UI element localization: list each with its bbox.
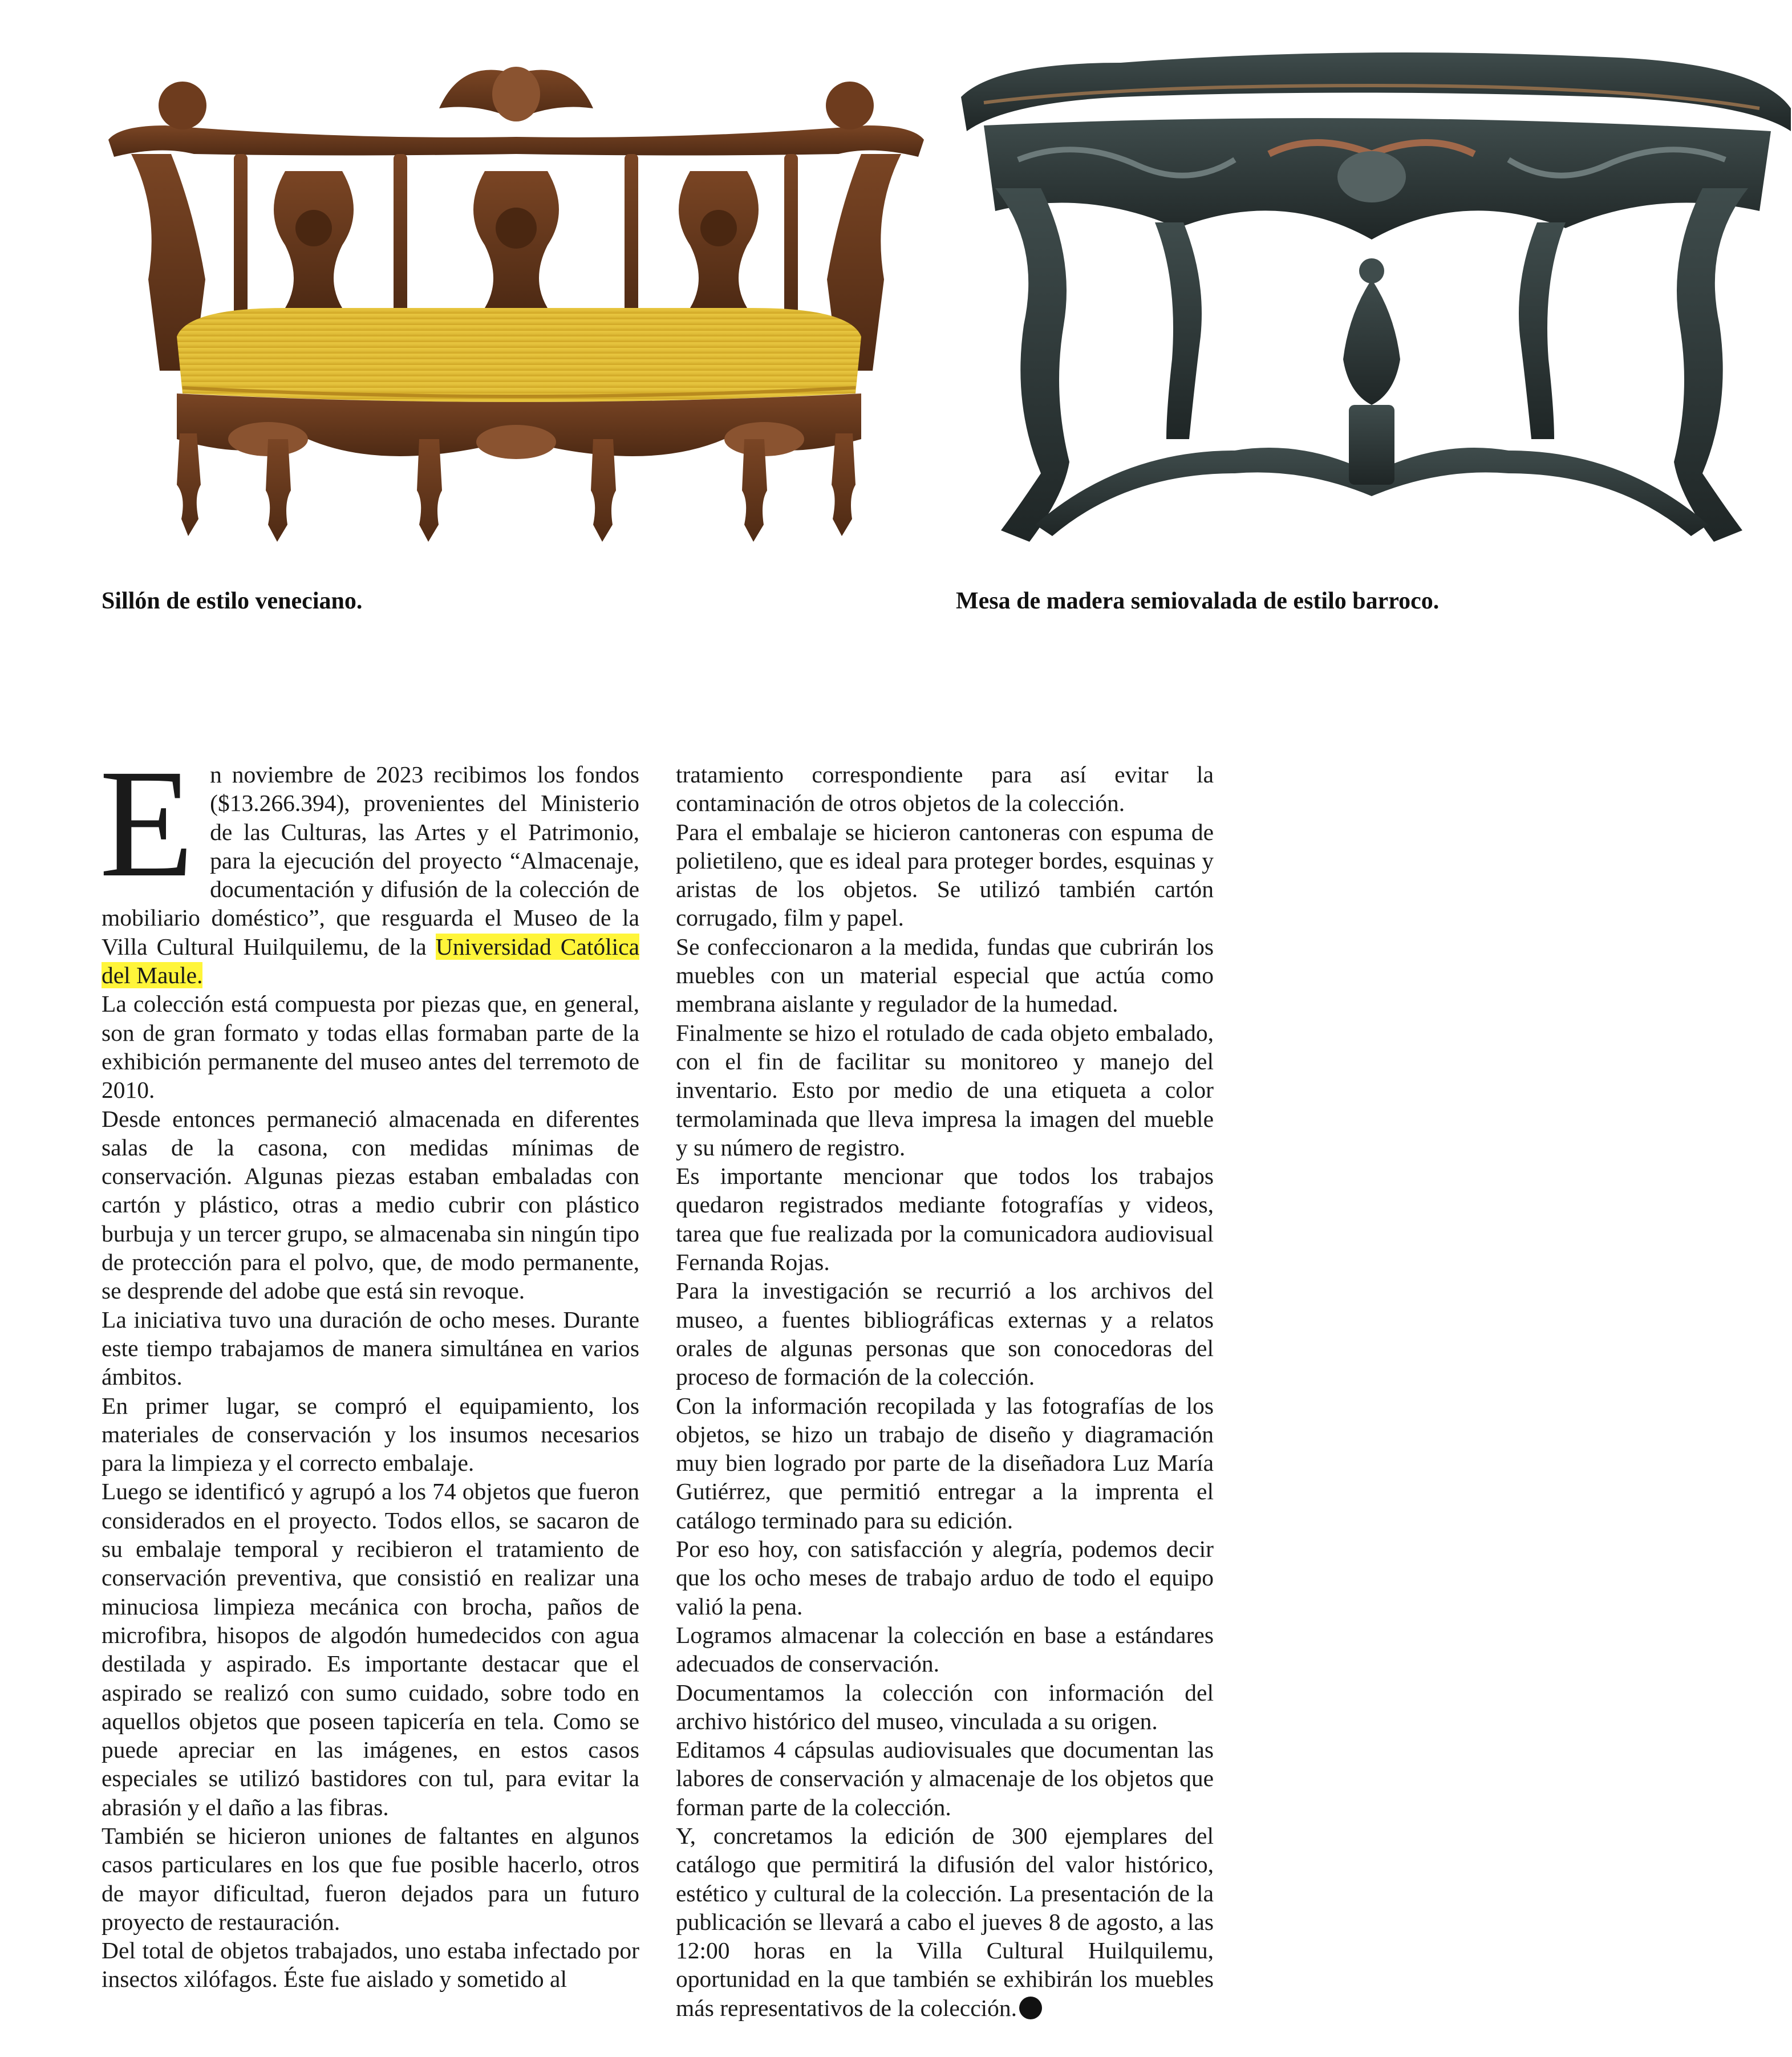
article-paragraph: Para la investigación se recurrió a los archivos del museo, a fuentes bibliográficas externas y a relatos orales de algunas personas que son conocedoras del proceso de formación de la colección.	[676, 1277, 1214, 1390]
article-paragraph: Editamos 4 cápsulas audiovisuales que documentan las labores de conservación y almacenaje de los objetos que forman parte de la colección.	[676, 1737, 1214, 1820]
article-paragraph: Documentamos la colección con información del archivo histórico del museo, vinculada a su origen.	[676, 1679, 1214, 1734]
article-paragraph: Se confeccionaron a la medida, fundas que cubrirán los muebles con un material especial que actúa como membrana aislante y regulador de la humedad.	[676, 933, 1214, 1017]
intro-text: n noviembre de 2023 recibimos los fondos ($13.266.394), provenientes del Ministerio de las Culturas, las Artes y el Patrimonio, para la ejecución del proyecto “Almacenaje, documentación y difusión de la colección de mobiliario doméstico”, que resguarda el Museo de la Villa Cultural Huilquilemu, de la	[102, 761, 639, 960]
sofa-illustration	[97, 40, 935, 553]
end-of-article-dot-icon	[1019, 1997, 1042, 2019]
article-paragraph: Desde entonces permaneció almacenada en diferentes salas de la casona, con medidas mínimas de conservación. Algunas piezas estaban embaladas con cartón y plástico, otras a medio cubrir con plástico burbuja y un tercer grupo, se almacenaba sin ningún tipo de protección para el polvo, que, de modo permanente, se desprende del adobe que está sin revoque.	[102, 1105, 639, 1304]
article-column-left	[99, 737, 639, 1994]
table-illustration	[950, 40, 1792, 587]
sofa-caption: Sillón de estilo veneciano.	[102, 588, 363, 614]
article-paragraph-final	[676, 1821, 1214, 2022]
article-paragraph: Finalmente se hizo el rotulado de cada objeto embalado, con el fin de facilitar su monitoreo y manejo del inventario. Esto por medio de una etiqueta a color termolaminada que lleva impresa la imagen del mueble y su número de registro.	[676, 1019, 1214, 1161]
article-paragraph: Con la información recopilada y las fotografías de los objetos, se hizo un trabajo de diseño y diagramación muy bien logrado por parte de la diseñadora Luz María Gutiérrez, que permitió entregar a la imprenta el catálogo terminado para su edición.	[676, 1392, 1214, 1533]
article-paragraph: La colección está compuesta por piezas que, en general, son de gran formato y todas ellas formaban parte de la exhibición permanente del museo antes del terremoto de 2010.	[102, 991, 639, 1103]
final-text: Y, concretamos la edición de 300 ejemplares del catálogo que permitirá la difusión del valor histórico, estético y cultural de la colección. La presentación de la publicación se llevará a cabo el jueves 8 de agosto, a las 12:00 horas en la Villa Cultural Huilquilemu, oportunidad en la que también se exhibirán los muebles más representativos de la colección.	[676, 1822, 1214, 2021]
article-paragraph: tratamiento correspondiente para así evitar la contaminación de otros objetos de la colección.	[676, 761, 1214, 817]
article-paragraph: Luego se identificó y agrupó a los 74 objetos que fueron considerados en el proyecto. Todos ellos, se sacaron de su embalaje temporal y recibieron el tratamiento de conservación preventiva, que consistió en realizar una minuciosa limpieza mecánica con brocha, paños de microfibra, hisopos de algodón humedecidos con agua destilada y aspirado. Es importante destacar que el aspirado se realizó con sumo cuidado, sobre todo en aquellos objetos que poseen tapicería en tela. Como se puede apreciar en las imágenes, en estos casos especiales se utilizó bastidores con tul, para evitar la abrasión y el daño a las fibras.	[102, 1478, 639, 1820]
article-paragraph: Del total de objetos trabajados, uno estaba infectado por insectos xilófagos. Éste fue aislado y sometido al	[102, 1937, 639, 1993]
article-paragraph: En primer lugar, se compró el equipamiento, los materiales de conservación y los insumos necesarios para la limpieza y el correcto embalaje.	[102, 1392, 639, 1476]
article-paragraph: Logramos almacenar la colección en base a estándares adecuados de conservación.	[676, 1621, 1214, 1677]
article-paragraph: También se hicieron uniones de faltantes en algunos casos particulares en los que fue posible hacerlo, otros de mayor dificultad, fueron dejados para un futuro proyecto de restauración.	[102, 1822, 639, 1935]
article-paragraph: Para el embalaje se hicieron cantoneras con espuma de polietileno, que es ideal para proteger bordes, esquinas y aristas de los objetos. Se utilizó también cartón corrugado, film y papel.	[676, 818, 1214, 931]
article-column-right	[676, 760, 1214, 2022]
drop-cap: E	[99, 737, 194, 909]
article-paragraph: La iniciativa tuvo una duración de ocho meses. Durante este tiempo trabajamos de manera simultánea en varios ámbitos.	[102, 1306, 639, 1390]
sofa-photo	[97, 40, 935, 553]
article-paragraph: Es importante mencionar que todos los trabajos quedaron registrados mediante fotografías y videos, tarea que fue realizada por la comunicadora audiovisual Fernanda Rojas.	[676, 1163, 1214, 1276]
article-paragraph: Por eso hoy, con satisfacción y alegría, podemos decir que los ocho meses de trabajo arduo de todo el equipo valió la pena.	[676, 1536, 1214, 1620]
highlighted-university-name: Universidad Católica del Maule.	[102, 933, 639, 989]
table-caption: Mesa de madera semiovalada de estilo barroco.	[956, 588, 1440, 614]
table-photo	[950, 40, 1792, 587]
article-paragraph	[99, 737, 639, 989]
